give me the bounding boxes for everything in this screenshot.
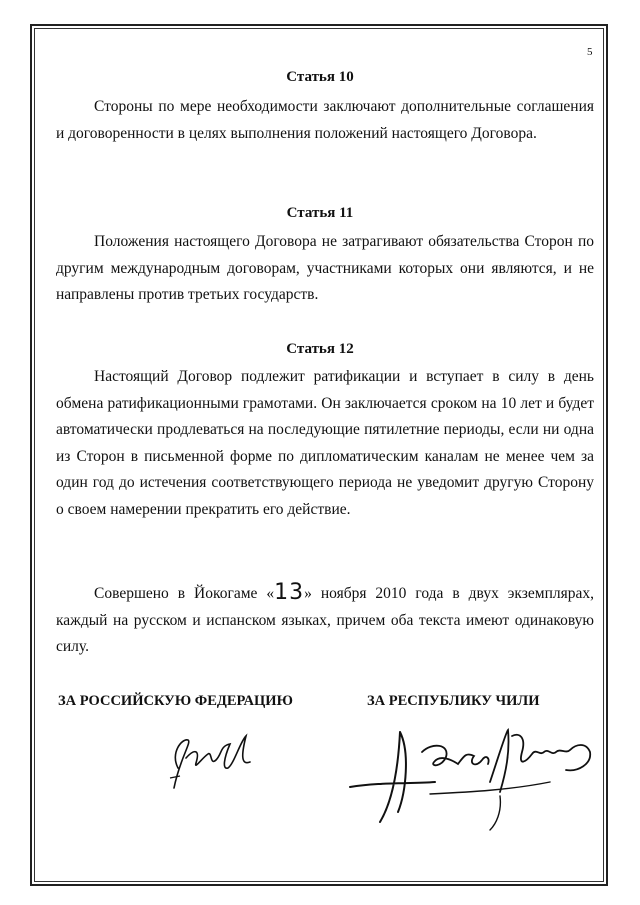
article-10-text: Стороны по мере необходимости заключают дополнительные соглашения и договоренности в целях выполнения положений настоящего Договора. [56, 98, 594, 142]
closing-text-end: » ноября 2010 года в двух экземплярах, каждый на русском и испанском языках, причем оба текста имеют одинаковую силу. [56, 585, 594, 655]
article-10-title: Статья 10 [286, 69, 354, 85]
article-12-text: Настоящий Договор подлежит ратификации и вступает в силу в день обмена ратификационными грамотами. Он заключается сроком на 10 лет и будет автоматически продлеваться на последующие пятилетние периоды, если ни одна из Сторон в письменной форме по дипломатическим каналам не менее чем за один год до истечения соответствующего периода не уведомит другую Сторону о своем намерении прекратить его действие. [56, 368, 594, 518]
signature-header-russia: ЗА РОССИЙСКУЮ ФЕДЕРАЦИЮ [58, 693, 293, 709]
article-12-title: Статья 12 [286, 341, 354, 357]
closing-text-start: Совершено в Йокогаме « [94, 585, 275, 602]
page-number: 5 [587, 46, 593, 58]
signature-header-chile: ЗА РЕСПУБЛИКУ ЧИЛИ [367, 693, 540, 709]
article-11-title: Статья 11 [286, 205, 354, 221]
article-11-text: Положения настоящего Договора не затрагивают обязательства Сторон по другим международным договорам, участниками которых они являются, и не направлены против третьих государств. [56, 233, 594, 303]
handwritten-day: 13 [274, 580, 305, 605]
signature-russia [150, 718, 270, 798]
signature-chile [340, 712, 600, 842]
closing-paragraph [56, 579, 594, 661]
